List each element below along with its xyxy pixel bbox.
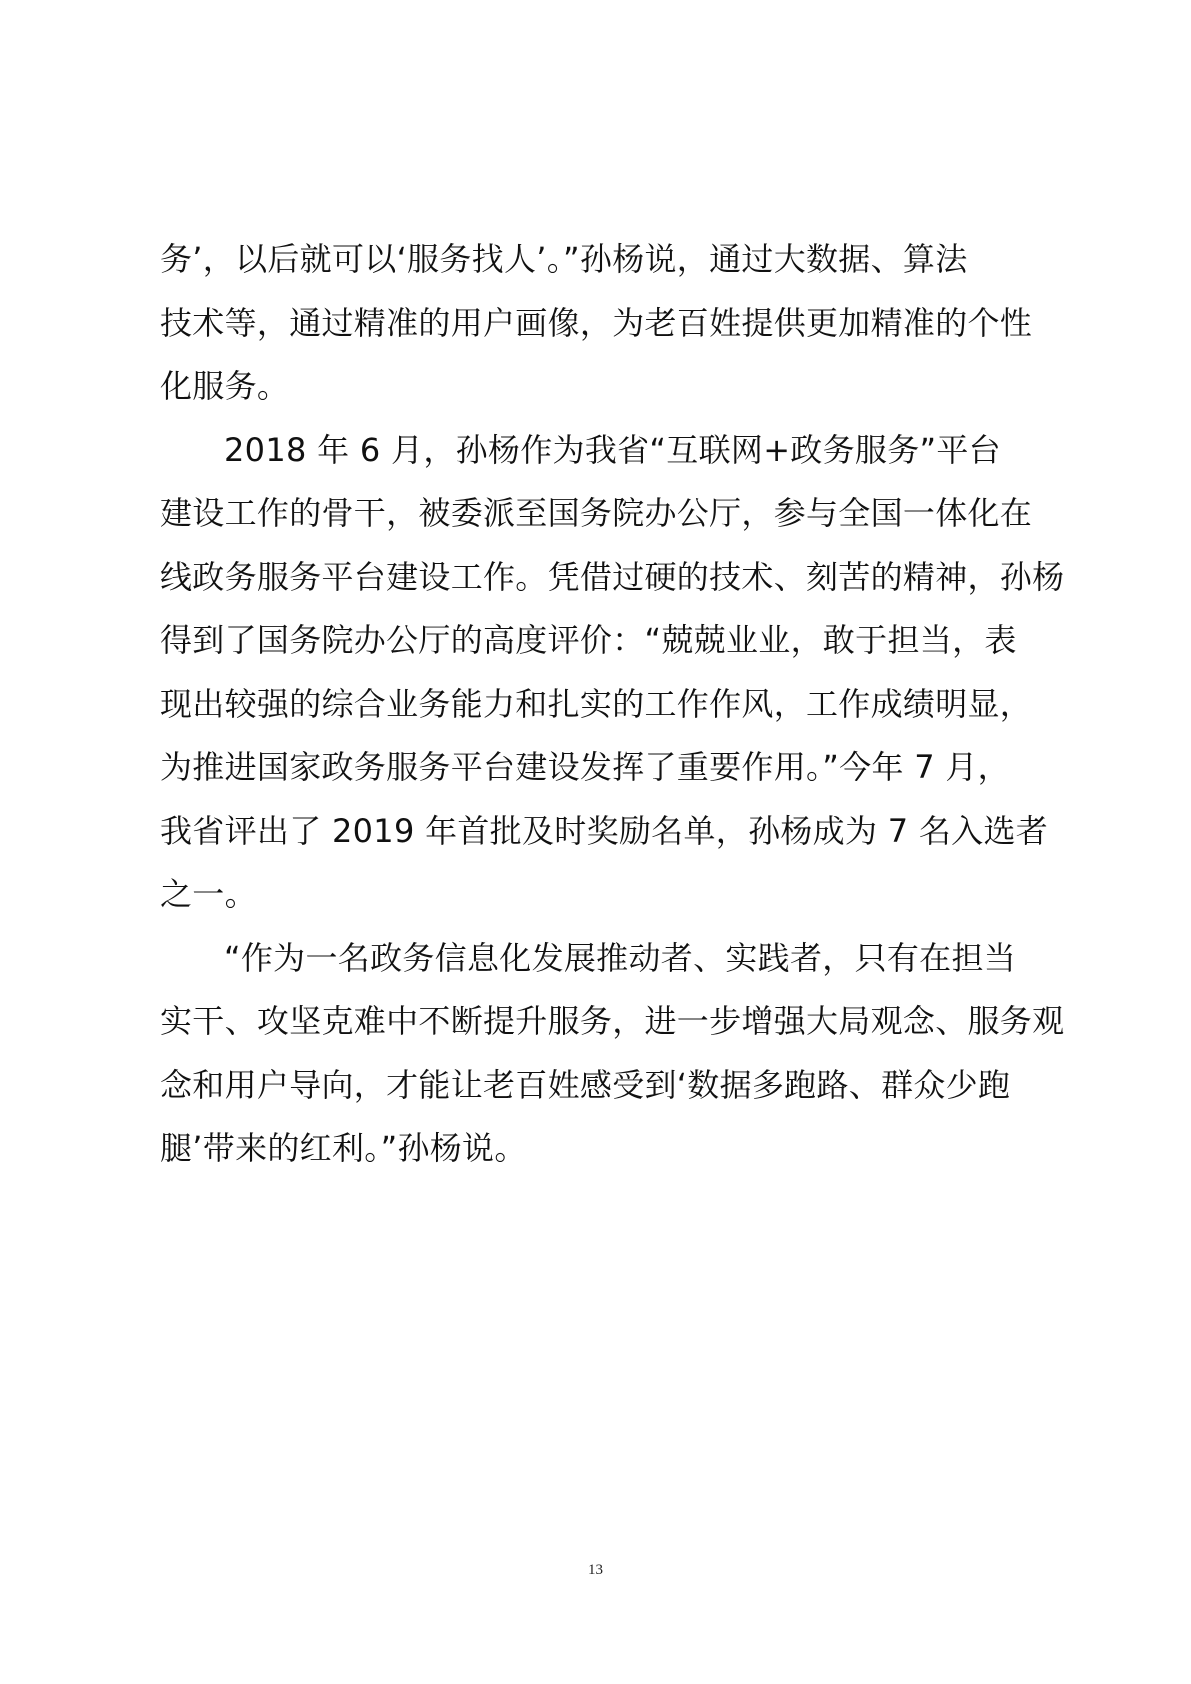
text-line: 现出较强的综合业务能力和扎实的工作作风，工作成绩明显，	[160, 684, 1033, 723]
page-number: 13	[588, 1562, 603, 1578]
text-line: 务’，以后就可以‘服务找人’。”孙杨说，通过大数据、算法	[160, 240, 968, 278]
article-body	[160, 228, 1065, 1181]
text-line: 腿’带来的红利。”孙杨说。	[160, 1129, 527, 1167]
text-line: 为推进国家政务服务平台建设发挥了重要作用。”今年 7 月，	[160, 748, 1010, 786]
text-line: 化服务。	[160, 367, 290, 405]
text-line: 2018 年 6 月，孙杨作为我省“互联网+政务服务”平台	[224, 430, 1001, 469]
text-line: 技术等，通过精准的用户画像，为老百姓提供更加精准的个性	[160, 303, 1033, 342]
text-line: 建设工作的骨干，被委派至国务院办公厅，参与全国一体化在	[160, 494, 1033, 532]
text-line: 念和用户导向，才能让老百姓感受到‘数据多跑路、群众少跑	[160, 1065, 1011, 1104]
text-line: 之一。	[160, 875, 257, 913]
text-line: 实干、攻坚克难中不断提升服务，进一步增强大局观念、服务观	[160, 1002, 1065, 1040]
text-line: 得到了国务院办公厅的高度评价：“兢兢业业，敢于担当，表	[160, 621, 1017, 659]
text-line: 线政务服务平台建设工作。凭借过硬的技术、刻苦的精神，孙杨	[160, 557, 1065, 596]
text-line: “作为一名政务信息化发展推动者、实践者，只有在担当	[224, 938, 1017, 977]
text-line: 我省评出了 2019 年首批及时奖励名单，孙杨成为 7 名入选者	[160, 811, 1049, 850]
